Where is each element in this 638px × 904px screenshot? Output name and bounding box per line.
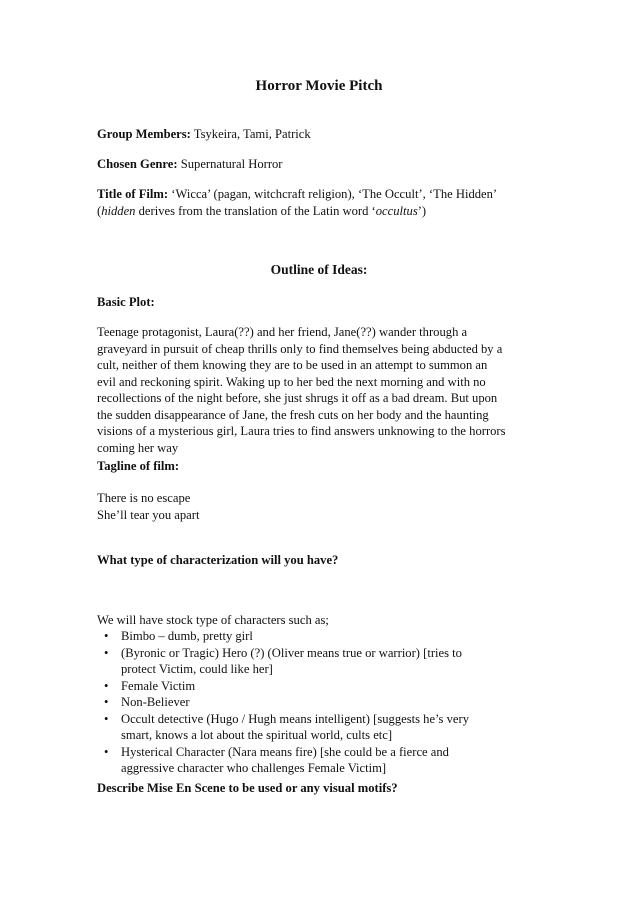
bullet-icon: •: [104, 744, 109, 759]
title-of-film-line-1: [97, 186, 557, 203]
tagline-block: [97, 490, 557, 523]
title-of-film-label: Title of Film:: [97, 187, 169, 201]
plot-line: Teenage protagonist, Laura(??) and her friend, Jane(??) wander through a: [97, 325, 468, 339]
page-title: Horror Movie Pitch: [255, 78, 383, 94]
bullet-icon: •: [104, 645, 109, 660]
bullet-icon: •: [104, 711, 109, 726]
chosen-genre-value: Supernatural Horror: [180, 157, 283, 171]
latin-word: occultus: [375, 203, 418, 218]
list-item: • Hysterical Character (Nara means fire) [she could be a fierce and aggressive character who challenges Female Victim]: [104, 744, 449, 775]
plot-line: visions of a mysterious girl, Laura tries to find answers unknowing to the horrors: [97, 424, 506, 438]
hidden-word: hidden: [101, 203, 136, 218]
group-members-value: Tsykeira, Tami, Patrick: [193, 127, 311, 141]
tagline-line: There is no escape: [97, 491, 191, 505]
plot-line: evil and reckoning spirit. Waking up to her bed the next morning and with no: [97, 374, 486, 389]
characterization-intro: We will have stock type of characters such as;: [97, 613, 329, 627]
bullet-icon: •: [104, 629, 109, 643]
plot-line: cult, neither of them knowing they are to be used in an attempt to summon an: [97, 358, 488, 372]
title-of-film-block: [97, 186, 557, 219]
plot-line: recollections of the night before, she just shrugs it off as a bad dream. But upon: [97, 391, 498, 405]
title-of-film-options: ‘Wicca’ (pagan, witchcraft religion), ‘The Occult’, ‘The Hidden’: [171, 187, 498, 201]
plot-line: the sudden disappearance of Jane, the fresh cuts on her body and the haunting: [97, 407, 489, 422]
basic-plot-paragraph: [97, 324, 567, 456]
basic-plot-heading: Basic Plot:: [97, 295, 155, 309]
bullet-icon: •: [104, 695, 109, 709]
list-item: • Occult detective (Hugo / Hugh means intelligent) [suggests he’s very smart, knows a lot about the spiritual world, cults etc]: [104, 711, 469, 742]
chosen-genre-line: [97, 156, 557, 173]
list-item: • (Byronic or Tragic) Hero (?) (Oliver means true or warrior) [tries to protect Victim, could like her]: [104, 645, 462, 676]
plot-line: coming her way: [97, 440, 179, 455]
bullet-icon: •: [104, 678, 109, 693]
mise-en-scene-heading: Describe Mise En Scene to be used or any visual motifs?: [97, 781, 398, 795]
group-members-label: Group Members:: [97, 127, 191, 141]
title-of-film-line-2: (hidden derives from the translation of the Latin word ‘occultus’): [97, 203, 427, 218]
plot-line: graveyard in pursuit of cheap thrills only to find themselves being abducted by a: [97, 341, 503, 356]
list-item: • Female Victim: [104, 678, 196, 693]
characterization-heading: What type of characterization will you have?: [97, 553, 339, 567]
group-members-line: [97, 126, 557, 143]
list-item: • Non-Believer: [104, 695, 190, 709]
chosen-genre-label: Chosen Genre:: [97, 157, 178, 171]
list-item: • Bimbo – dumb, pretty girl: [104, 629, 253, 643]
derivation-text: derives from the translation of the Latin word ‘: [135, 203, 376, 218]
tagline-line: She’ll tear you apart: [97, 507, 200, 522]
tagline-heading: Tagline of film:: [97, 459, 180, 473]
derivation-end: ’): [417, 203, 427, 218]
character-list: [97, 628, 557, 777]
outline-heading: Outline of Ideas:: [270, 262, 368, 277]
